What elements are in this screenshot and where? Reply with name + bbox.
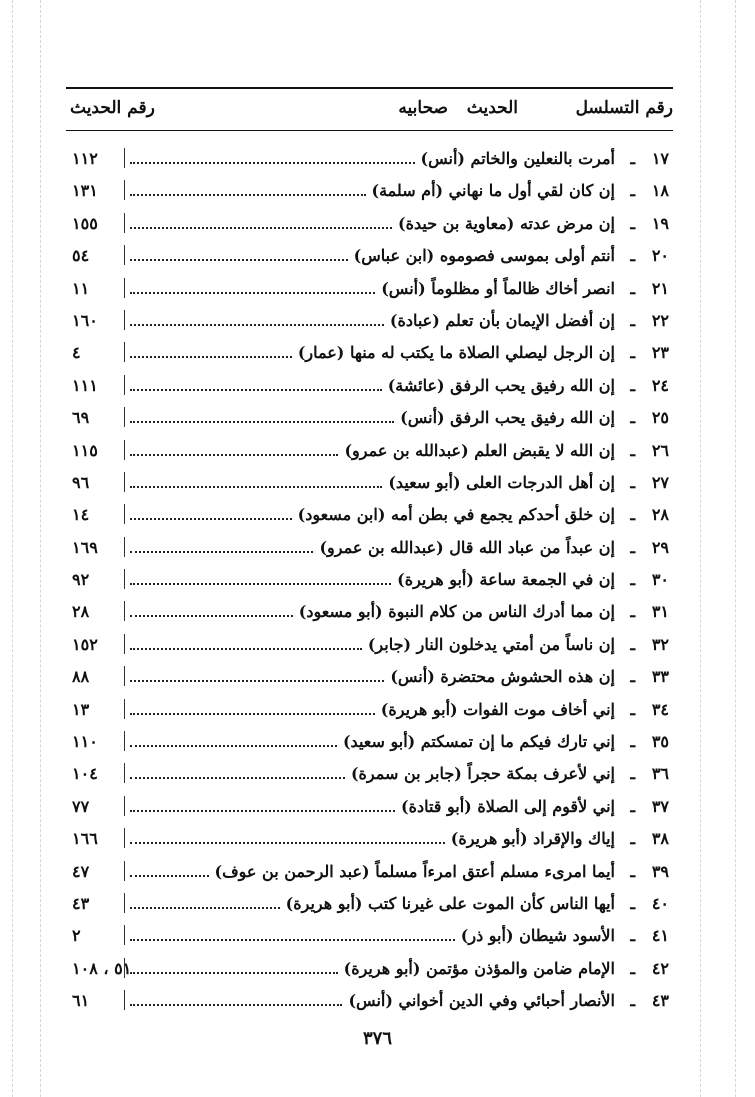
column-divider (124, 213, 125, 233)
dash-separator: ـ (630, 343, 635, 363)
column-divider (124, 634, 125, 654)
serial-number: ٤٢ (651, 958, 669, 978)
column-divider (124, 990, 125, 1010)
hadith-text: أيما امرىء مسلم أعتق امرءاً مسلماً (عبد الرحمن بن عوف) (214, 861, 615, 881)
list-item (66, 371, 673, 403)
hadith-text: إن الله لا يقبض العلم (عبدالله بن عمرو) (344, 440, 615, 460)
hadith-text: إن أفضل الإيمان بأن تعلم (عبادة) (389, 310, 615, 330)
serial-number: ٣٥ (651, 732, 669, 752)
column-divider (124, 699, 125, 719)
dash-separator: ـ (630, 926, 635, 946)
list-item (66, 597, 673, 629)
list-item (66, 759, 673, 791)
list-item (66, 144, 673, 176)
leader-dots (130, 1000, 342, 1006)
leader-dots (130, 190, 366, 196)
hadith-text: إن في الجمعة ساعة (أبو هريرة) (397, 570, 615, 590)
leader-dots (130, 288, 375, 294)
hadith-number: ٥١ ، ١٠٨ (72, 958, 132, 978)
hadith-number: ١٣١ (72, 181, 98, 201)
list-item (66, 403, 673, 435)
leader-dots (130, 871, 209, 877)
hadith-number: ٩٢ (72, 570, 90, 590)
hadith-text: إن كان لقي أول ما نهاني (أم سلمة) (371, 181, 615, 201)
serial-number: ٢٤ (651, 375, 669, 395)
hadith-number: ١٥٢ (72, 634, 98, 654)
dash-separator: ـ (630, 310, 635, 330)
hadith-number: ٩٦ (72, 472, 90, 492)
list-item (66, 986, 673, 1018)
margin-guide (12, 0, 13, 1097)
hadith-number: ٦٩ (72, 408, 90, 428)
dash-separator: ـ (630, 602, 635, 622)
hadith-text: إني تارك فيكم ما إن تمسكتم (أبو سعيد) (342, 732, 615, 752)
hadith-number: ٨٨ (72, 667, 90, 687)
header-hadith: الحديث (466, 98, 518, 118)
margin-guide (40, 0, 41, 1097)
column-divider (124, 278, 125, 298)
leader-dots (130, 255, 348, 261)
list-item (66, 792, 673, 824)
column-divider (124, 731, 125, 751)
column-divider (124, 504, 125, 524)
hadith-text: انصر أخاك ظالماً أو مظلوماً (أنس) (381, 278, 615, 298)
list-item (66, 468, 673, 500)
hadith-text: إن خلق أحدكم يجمع في بطن أمه (ابن مسعود) (297, 505, 615, 525)
list-item (66, 630, 673, 662)
leader-dots (130, 417, 394, 423)
serial-number: ٢٩ (651, 537, 669, 557)
leader-dots (130, 806, 395, 812)
list-item (66, 209, 673, 241)
hadith-text: إن الله رفيق يحب الرفق (أنس) (400, 408, 615, 428)
column-divider (124, 537, 125, 557)
serial-number: ٢٢ (651, 310, 669, 330)
page-number: ٣٧٦ (362, 1028, 392, 1049)
dash-separator: ـ (630, 278, 635, 298)
serial-number: ٢٣ (651, 343, 669, 363)
column-divider (124, 601, 125, 621)
hadith-text: إني لأعرف بمكة حجراً (جابر بن سمرة) (350, 764, 615, 784)
leader-dots (130, 579, 391, 585)
hadith-number: ٧٧ (72, 796, 90, 816)
hadith-number: ٦١ (72, 991, 90, 1011)
table-header (66, 98, 673, 128)
dash-separator: ـ (630, 764, 635, 784)
list-item (66, 695, 673, 727)
hadith-number: ١١ (72, 278, 90, 298)
column-divider (124, 148, 125, 168)
serial-number: ١٨ (651, 181, 669, 201)
hadith-text: إن أهل الدرجات العلى (أبو سعيد) (388, 472, 615, 492)
hadith-number: ٤ (72, 343, 81, 363)
column-divider (124, 796, 125, 816)
column-divider (124, 245, 125, 265)
serial-number: ٢٦ (651, 440, 669, 460)
column-divider (124, 407, 125, 427)
hadith-text: إن مما أدرك الناس من كلام النبوة (أبو مسعود) (298, 602, 615, 622)
dash-separator: ـ (630, 667, 635, 687)
hadith-text: إياك والإقراد (أبو هريرة) (450, 829, 615, 849)
column-divider (124, 310, 125, 330)
list-item (66, 306, 673, 338)
column-divider (124, 925, 125, 945)
serial-number: ١٩ (651, 213, 669, 233)
serial-number: ٤٠ (651, 893, 669, 913)
dash-separator: ـ (630, 893, 635, 913)
leader-dots (130, 903, 280, 909)
list-item (66, 176, 673, 208)
leader-dots (130, 450, 338, 456)
dash-separator: ـ (630, 699, 635, 719)
hadith-index-list (66, 144, 673, 1019)
column-divider (124, 666, 125, 686)
hadith-number: ١٤ (72, 505, 90, 525)
dash-separator: ـ (630, 375, 635, 395)
leader-dots (130, 223, 392, 229)
hadith-number: ١٦٩ (72, 537, 98, 557)
list-item (66, 889, 673, 921)
hadith-text: إني لأقوم إلى الصلاة (أبو قتادة) (401, 796, 615, 816)
leader-dots (130, 385, 382, 391)
dash-separator: ـ (630, 991, 635, 1011)
serial-number: ٣٢ (651, 634, 669, 654)
dash-separator: ـ (630, 732, 635, 752)
column-divider (124, 828, 125, 848)
dash-separator: ـ (630, 537, 635, 557)
list-item (66, 954, 673, 986)
serial-number: ٢٠ (651, 246, 669, 266)
column-divider (124, 375, 125, 395)
column-divider (124, 180, 125, 200)
serial-number: ٣٨ (651, 829, 669, 849)
leader-dots (130, 547, 313, 553)
hadith-number: ١٦٠ (72, 310, 98, 330)
list-item (66, 241, 673, 273)
hadith-text: إني أخاف موت الفوات (أبو هريرة) (380, 699, 615, 719)
dash-separator: ـ (630, 440, 635, 460)
column-divider (124, 763, 125, 783)
hadith-number: ٢٨ (72, 602, 90, 622)
leader-dots (130, 838, 445, 844)
leader-dots (130, 644, 362, 650)
serial-number: ٢٧ (651, 472, 669, 492)
top-rule (66, 87, 673, 89)
serial-number: ٤١ (651, 926, 669, 946)
margin-guide (700, 0, 701, 1097)
column-divider (124, 440, 125, 460)
hadith-number: ٤٧ (72, 861, 90, 881)
leader-dots (130, 968, 338, 974)
list-item (66, 565, 673, 597)
column-divider (124, 342, 125, 362)
hadith-number: ١١٢ (72, 149, 98, 168)
list-item (66, 662, 673, 694)
leader-dots (130, 482, 382, 488)
list-item (66, 824, 673, 856)
hadith-number: ١٥٥ (72, 213, 98, 233)
list-item (66, 338, 673, 370)
hadith-number: ٢ (72, 926, 81, 946)
hadith-text: الأنصار أحبائي وفي الدين أخواني (أنس) (348, 991, 615, 1011)
header-number: رقم الحديث (70, 98, 155, 118)
list-item (66, 274, 673, 306)
dash-separator: ـ (630, 958, 635, 978)
hadith-text: أنتم أولى بموسى فصوموه (ابن عباس) (353, 246, 615, 266)
hadith-number: ١١٥ (72, 440, 98, 460)
dash-separator: ـ (630, 861, 635, 881)
leader-dots (130, 676, 384, 682)
hadith-number: ١٠٤ (72, 764, 98, 784)
dash-separator: ـ (630, 149, 635, 168)
dash-separator: ـ (630, 796, 635, 816)
list-item (66, 436, 673, 468)
column-divider (124, 861, 125, 881)
dash-separator: ـ (630, 213, 635, 233)
hadith-text: الأسود شيطان (أبو ذر) (460, 926, 615, 946)
hadith-text: الإمام ضامن والمؤذن مؤتمن (أبو هريرة) (343, 958, 615, 978)
leader-dots (130, 741, 337, 747)
list-item (66, 857, 673, 889)
leader-dots (130, 935, 455, 941)
column-divider (124, 569, 125, 589)
serial-number: ٢٨ (651, 505, 669, 525)
hadith-number: ٥٤ (72, 246, 90, 266)
serial-number: ٣٩ (651, 861, 669, 881)
header-sahabi: صحابيه (398, 98, 448, 118)
hadith-text: أيها الناس كأن الموت على غيرنا كتب (أبو هريرة) (285, 893, 615, 913)
serial-number: ٢١ (651, 278, 669, 298)
column-divider (124, 893, 125, 913)
hadith-number: ١١٠ (72, 732, 98, 752)
list-item (66, 921, 673, 953)
leader-dots (130, 158, 415, 164)
serial-number: ٣١ (651, 602, 669, 622)
serial-number: ٢٥ (651, 408, 669, 428)
serial-number: ٣٣ (651, 667, 669, 687)
serial-number: ١٧ (651, 149, 669, 168)
dash-separator: ـ (630, 505, 635, 525)
list-item (66, 727, 673, 759)
list-item (66, 500, 673, 532)
serial-number: ٣٦ (651, 764, 669, 784)
dash-separator: ـ (630, 181, 635, 201)
dash-separator: ـ (630, 829, 635, 849)
leader-dots (130, 514, 292, 520)
leader-dots (130, 352, 292, 358)
hadith-number: ١٦٦ (72, 829, 98, 849)
dash-separator: ـ (630, 472, 635, 492)
header-serial: رقم التسلسل (575, 98, 673, 118)
hadith-text: إن مرض عدته (معاوية بن حيدة) (398, 213, 615, 233)
dash-separator: ـ (630, 246, 635, 266)
dash-separator: ـ (630, 634, 635, 654)
leader-dots (130, 709, 375, 715)
dash-separator: ـ (630, 570, 635, 590)
margin-guide (735, 0, 736, 1097)
serial-number: ٣٤ (651, 699, 669, 719)
hadith-text: إن ناساً من أمتي يدخلون النار (جابر) (367, 634, 615, 654)
hadith-number: ٤٣ (72, 893, 90, 913)
header-rule (66, 130, 673, 131)
hadith-text: إن الله رفيق يحب الرفق (عائشة) (387, 375, 615, 395)
hadith-number: ١٣ (72, 699, 90, 719)
list-item (66, 533, 673, 565)
leader-dots (130, 320, 384, 326)
dash-separator: ـ (630, 408, 635, 428)
column-divider (124, 472, 125, 492)
hadith-text: إن هذه الحشوش محتضرة (أنس) (390, 667, 615, 687)
leader-dots (130, 611, 293, 617)
serial-number: ٣٠ (651, 570, 669, 590)
hadith-number: ١١١ (72, 375, 98, 395)
hadith-text: إن الرجل ليصلي الصلاة ما يكتب له منها (عمار) (297, 343, 615, 363)
hadith-text: أمرت بالنعلين والخاتم (أنس) (420, 149, 615, 168)
serial-number: ٤٣ (651, 991, 669, 1011)
hadith-text: إن عبداً من عباد الله قال (عبدالله بن عمرو) (319, 537, 615, 557)
serial-number: ٣٧ (651, 796, 669, 816)
leader-dots (130, 773, 345, 779)
